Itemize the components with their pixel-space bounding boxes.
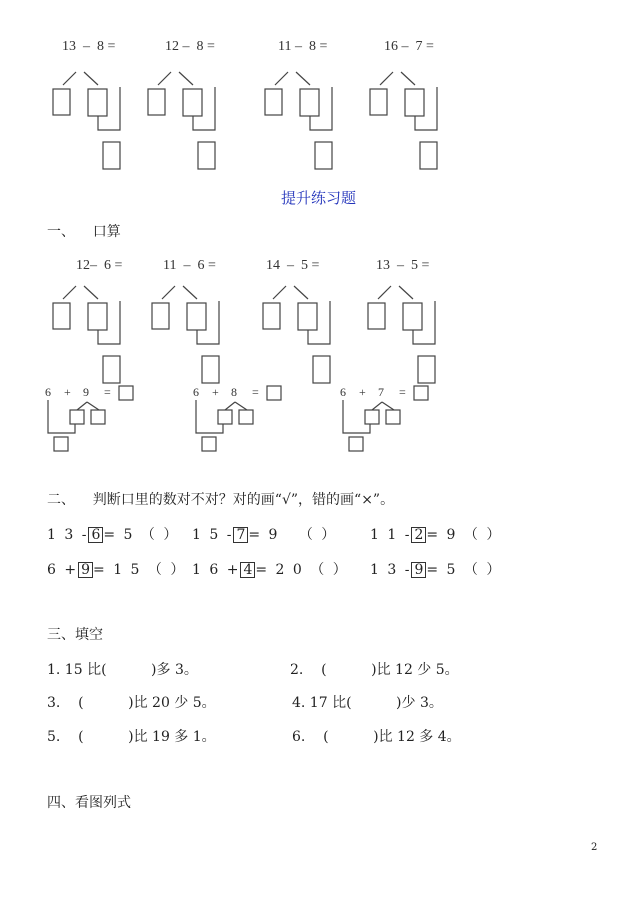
judge-post: = 2 0 （ ） — [255, 562, 349, 578]
answer-box[interactable] — [198, 142, 215, 169]
split-line — [158, 72, 171, 85]
split-line — [63, 286, 76, 299]
answer-box[interactable] — [53, 303, 70, 329]
split-line — [235, 402, 247, 410]
judge-pre: 1 5 - — [192, 527, 234, 543]
fill-item: 3. ( )比 20 少 5。 — [47, 695, 216, 711]
bracket-line — [413, 301, 435, 344]
fill-item: 5. ( )比 19 多 1。 — [47, 729, 216, 745]
answer-box[interactable] — [370, 89, 387, 115]
answer-box[interactable] — [88, 303, 107, 330]
page-number: 2 — [591, 842, 598, 853]
split-line — [87, 402, 99, 410]
split-line — [378, 286, 391, 299]
equation-part: 7 — [378, 385, 384, 399]
section2-heading: 二、 判断口里的数对不对？对的画“√”，错的画“×”。 — [47, 492, 395, 508]
answer-box[interactable] — [202, 356, 219, 383]
judge-box: 4 — [240, 562, 255, 578]
equation-part: + — [212, 385, 219, 399]
answer-box[interactable] — [420, 142, 437, 169]
equation-part: + — [64, 385, 71, 399]
answer-box[interactable] — [88, 89, 107, 116]
fill-item: 6. ( )比 12 多 4。 — [292, 729, 461, 745]
answer-box[interactable] — [91, 410, 105, 424]
split-line — [294, 286, 308, 299]
fill-item: 4. 17 比( )少 3。 — [292, 695, 443, 711]
equation: 13 – 8 = — [62, 39, 116, 54]
judge-box: 6 — [88, 527, 103, 543]
split-line — [372, 402, 382, 410]
judge-pre: 1 1 - — [370, 527, 412, 543]
judge-post: = 5 （ ） — [426, 562, 503, 578]
answer-box[interactable] — [414, 386, 428, 400]
bracket-line — [193, 87, 215, 130]
bracket-line — [98, 301, 120, 344]
bracket-line — [48, 400, 75, 433]
equation-part: 6 — [193, 385, 199, 399]
judge-item — [370, 527, 502, 543]
answer-box[interactable] — [103, 356, 120, 383]
judge-box: 2 — [411, 527, 426, 543]
equation: 12– 6 = — [76, 258, 123, 273]
answer-box[interactable] — [218, 410, 232, 424]
answer-box[interactable] — [53, 89, 70, 115]
judge-item — [47, 527, 179, 543]
equation-part: 9 — [83, 385, 89, 399]
section3-heading: 三、填空 — [47, 627, 103, 643]
section4-heading: 四、看图列式 — [47, 795, 131, 811]
fill-item: 1. 15 比( )多 3。 — [47, 662, 198, 678]
split-line — [84, 286, 98, 299]
bracket-line — [196, 400, 223, 433]
section1-heading: 一、 口算 — [47, 224, 121, 240]
equation-part: 8 — [231, 385, 237, 399]
answer-box[interactable] — [263, 303, 280, 329]
equation: 16 – 7 = — [384, 39, 434, 54]
fill-item: 2. ( )比 12 少 5。 — [290, 662, 459, 678]
section-title: 提升练习题 — [281, 189, 357, 207]
judge-post: = 5 （ ） — [103, 527, 180, 543]
answer-box[interactable] — [349, 437, 363, 451]
split-line — [273, 286, 286, 299]
answer-box[interactable] — [187, 303, 206, 330]
split-line — [275, 72, 288, 85]
split-line — [225, 402, 235, 410]
bracket-line — [98, 87, 120, 130]
answer-box[interactable] — [368, 303, 385, 329]
equation-part: 6 — [45, 385, 51, 399]
answer-box[interactable] — [152, 303, 169, 329]
equation-part: = — [399, 385, 406, 399]
answer-box[interactable] — [403, 303, 422, 330]
answer-box[interactable] — [298, 303, 317, 330]
answer-box[interactable] — [70, 410, 84, 424]
answer-box[interactable] — [103, 142, 120, 169]
bracket-line — [415, 87, 437, 130]
answer-box[interactable] — [418, 356, 435, 383]
split-line — [296, 72, 310, 85]
equation-part: = — [104, 385, 111, 399]
equation: 11 – 8 = — [278, 39, 328, 54]
split-line — [179, 72, 193, 85]
equation-part: + — [359, 385, 366, 399]
equation-part: 6 — [340, 385, 346, 399]
answer-box[interactable] — [265, 89, 282, 115]
answer-box[interactable] — [405, 89, 424, 116]
judge-box: 9 — [411, 562, 426, 578]
split-line — [399, 286, 413, 299]
answer-box[interactable] — [54, 437, 68, 451]
split-line — [77, 402, 87, 410]
judge-post: = 1 5 （ ） — [93, 562, 187, 578]
judge-pre: 6 + — [47, 562, 79, 578]
answer-box[interactable] — [315, 142, 332, 169]
judge-box: 7 — [233, 527, 248, 543]
judge-item — [47, 562, 186, 578]
answer-box[interactable] — [202, 437, 216, 451]
equation: 14 – 5 = — [266, 258, 320, 273]
answer-box[interactable] — [148, 89, 165, 115]
equation: 12 – 8 = — [165, 39, 215, 54]
answer-box[interactable] — [267, 386, 281, 400]
answer-box[interactable] — [365, 410, 379, 424]
judge-post: = 9 （ ） — [426, 527, 503, 543]
judge-pre: 1 3 - — [370, 562, 412, 578]
answer-box[interactable] — [239, 410, 253, 424]
split-line — [401, 72, 415, 85]
equation-part: = — [252, 385, 259, 399]
judge-item — [192, 562, 349, 578]
judge-pre: 1 3 - — [47, 527, 89, 543]
split-line — [382, 402, 394, 410]
equation: 13 – 5 = — [376, 258, 430, 273]
split-line — [183, 286, 197, 299]
judge-pre: 1 6 + — [192, 562, 241, 578]
judge-item — [370, 562, 502, 578]
bracket-line — [308, 301, 330, 344]
split-line — [162, 286, 175, 299]
answer-box[interactable] — [300, 89, 319, 116]
equation: 11 – 6 = — [163, 258, 216, 273]
answer-box[interactable] — [183, 89, 202, 116]
judge-item — [192, 527, 337, 543]
answer-box[interactable] — [119, 386, 133, 400]
judge-post: = 9 （ ） — [248, 527, 338, 543]
bracket-line — [197, 301, 219, 344]
bracket-line — [343, 400, 370, 433]
split-line — [380, 72, 393, 85]
judge-box: 9 — [78, 562, 93, 578]
answer-box[interactable] — [386, 410, 400, 424]
split-line — [63, 72, 76, 85]
bracket-line — [310, 87, 332, 130]
answer-box[interactable] — [313, 356, 330, 383]
split-line — [84, 72, 98, 85]
